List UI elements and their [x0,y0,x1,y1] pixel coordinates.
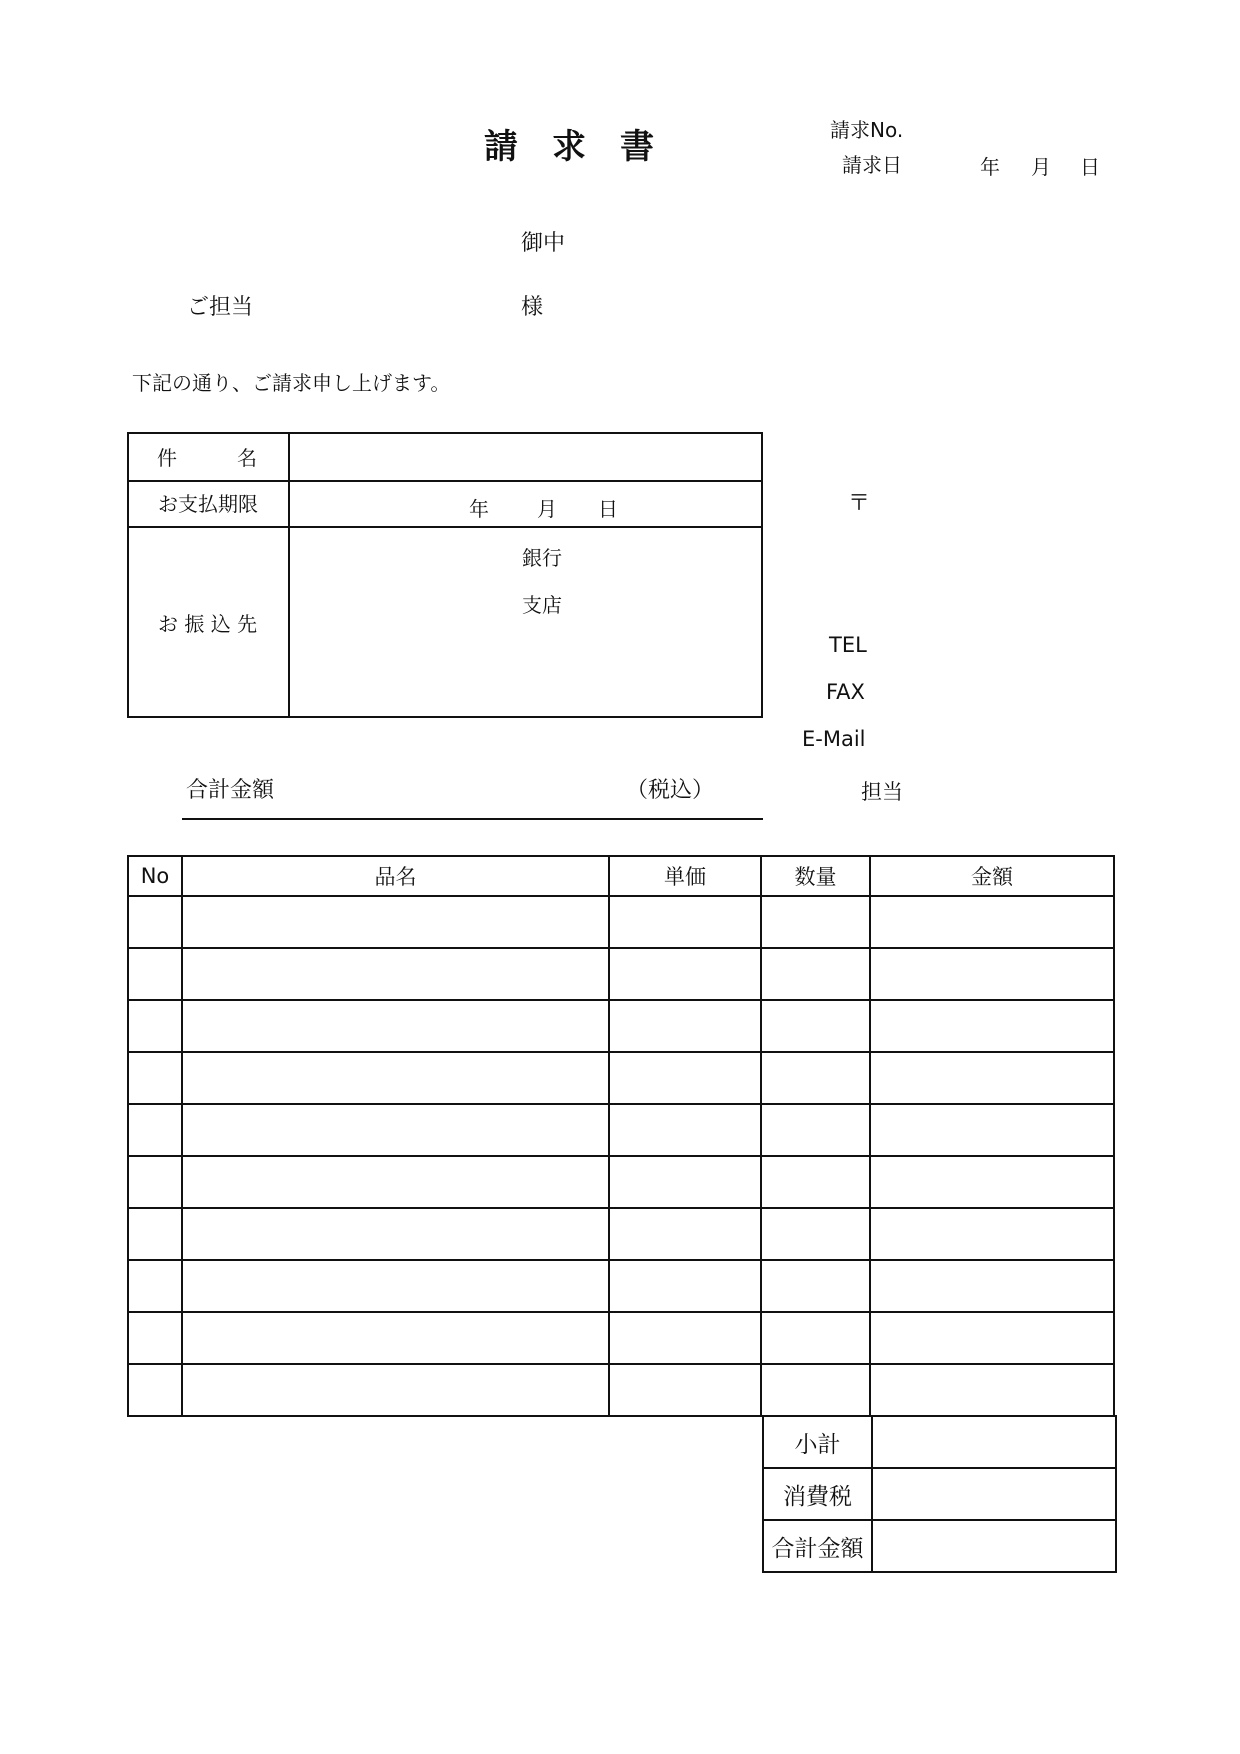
table-row [128,1052,1114,1104]
column-header-no: No [128,856,182,896]
cell-quantity[interactable] [761,1052,870,1104]
grand-total-row [763,1520,1116,1572]
postal-mark: 〒 [848,491,871,516]
cell-unit-price[interactable] [609,896,761,948]
cell-amount[interactable] [870,896,1114,948]
cell-amount[interactable] [870,1000,1114,1052]
info-box-divider [288,434,290,716]
cell-no[interactable] [128,1364,182,1416]
cell-quantity[interactable] [761,1312,870,1364]
cell-item-name[interactable] [182,1104,609,1156]
due-label: お支払期限 [158,492,258,516]
cell-item-name[interactable] [182,1364,609,1416]
cell-amount[interactable] [870,1208,1114,1260]
tax-value[interactable] [872,1468,1116,1520]
table-row [128,1156,1114,1208]
cell-item-name[interactable] [182,1312,609,1364]
cell-amount[interactable] [870,1156,1114,1208]
cell-amount[interactable] [870,1312,1114,1364]
total-amount-underline [182,818,763,820]
grand-total-label: 合計金額 [763,1520,872,1572]
cell-quantity[interactable] [761,1208,870,1260]
cell-unit-price[interactable] [609,1000,761,1052]
table-row [128,1312,1114,1364]
grand-total-value[interactable] [872,1520,1116,1572]
cell-no[interactable] [128,1104,182,1156]
cell-quantity[interactable] [761,1104,870,1156]
branch-label: 支店 [522,593,562,617]
subtotal-value[interactable] [872,1416,1116,1468]
cell-unit-price[interactable] [609,1156,761,1208]
cell-unit-price[interactable] [609,1312,761,1364]
cell-item-name[interactable] [182,896,609,948]
cell-unit-price[interactable] [609,1052,761,1104]
items-table [127,855,1115,1417]
person-label: ご担当 [187,295,254,320]
due-day: 日 [598,497,618,521]
email-label: E-Mail [802,727,866,751]
cell-no[interactable] [128,896,182,948]
cell-unit-price[interactable] [609,1364,761,1416]
cell-quantity[interactable] [761,896,870,948]
totals-table [762,1415,1117,1573]
table-row [128,1260,1114,1312]
cell-quantity[interactable] [761,1156,870,1208]
invoice-info-box [127,432,763,718]
total-amount-label: 合計金額 [186,778,275,803]
company-suffix: 御中 [521,231,566,256]
invoice-date-month: 月 [1031,155,1051,179]
cell-amount[interactable] [870,948,1114,1000]
tax-row [763,1468,1116,1520]
table-row [128,896,1114,948]
person-suffix: 様 [521,295,544,320]
tax-included-note: （税込） [626,778,715,803]
column-header-amount: 金額 [870,856,1114,896]
cell-item-name[interactable] [182,1260,609,1312]
cell-amount[interactable] [870,1364,1114,1416]
cell-quantity[interactable] [761,1364,870,1416]
column-header-unit-price: 単価 [609,856,761,896]
cell-no[interactable] [128,1156,182,1208]
due-year: 年 [469,497,489,521]
cell-item-name[interactable] [182,1208,609,1260]
subject-label: 件 名 [157,446,257,470]
tax-label: 消費税 [763,1468,872,1520]
cell-quantity[interactable] [761,948,870,1000]
table-row [128,1000,1114,1052]
staff-label: 担当 [861,780,903,804]
cell-no[interactable] [128,1000,182,1052]
subtotal-label: 小計 [763,1416,872,1468]
items-header-row [128,856,1114,896]
table-row [128,1208,1114,1260]
tel-label: TEL [829,633,867,657]
cell-item-name[interactable] [182,1000,609,1052]
cell-amount[interactable] [870,1104,1114,1156]
fax-label: FAX [826,680,865,704]
page-title: 請 求 書 [484,127,654,167]
cell-unit-price[interactable] [609,1104,761,1156]
transfer-label: お 振 込 先 [158,612,258,636]
intro-text: 下記の通り、ご請求申し上げます。 [132,371,451,395]
table-row [128,1104,1114,1156]
column-header-quantity: 数量 [761,856,870,896]
cell-item-name[interactable] [182,948,609,1000]
cell-no[interactable] [128,948,182,1000]
cell-unit-price[interactable] [609,1260,761,1312]
due-month: 月 [537,497,557,521]
cell-no[interactable] [128,1052,182,1104]
cell-item-name[interactable] [182,1156,609,1208]
column-header-item-name: 品名 [182,856,609,896]
subtotal-row [763,1416,1116,1468]
invoice-date-day: 日 [1080,155,1100,179]
table-row [128,1364,1114,1416]
cell-no[interactable] [128,1312,182,1364]
cell-quantity[interactable] [761,1000,870,1052]
cell-no[interactable] [128,1260,182,1312]
cell-no[interactable] [128,1208,182,1260]
bank-label: 銀行 [522,546,562,570]
cell-amount[interactable] [870,1052,1114,1104]
cell-amount[interactable] [870,1260,1114,1312]
cell-quantity[interactable] [761,1260,870,1312]
cell-item-name[interactable] [182,1052,609,1104]
table-row [128,948,1114,1000]
invoice-no-label: 請求No. [830,118,904,142]
cell-unit-price[interactable] [609,948,761,1000]
cell-unit-price[interactable] [609,1208,761,1260]
invoice-date-label: 請求日 [842,153,902,177]
invoice-date-year: 年 [980,155,1000,179]
